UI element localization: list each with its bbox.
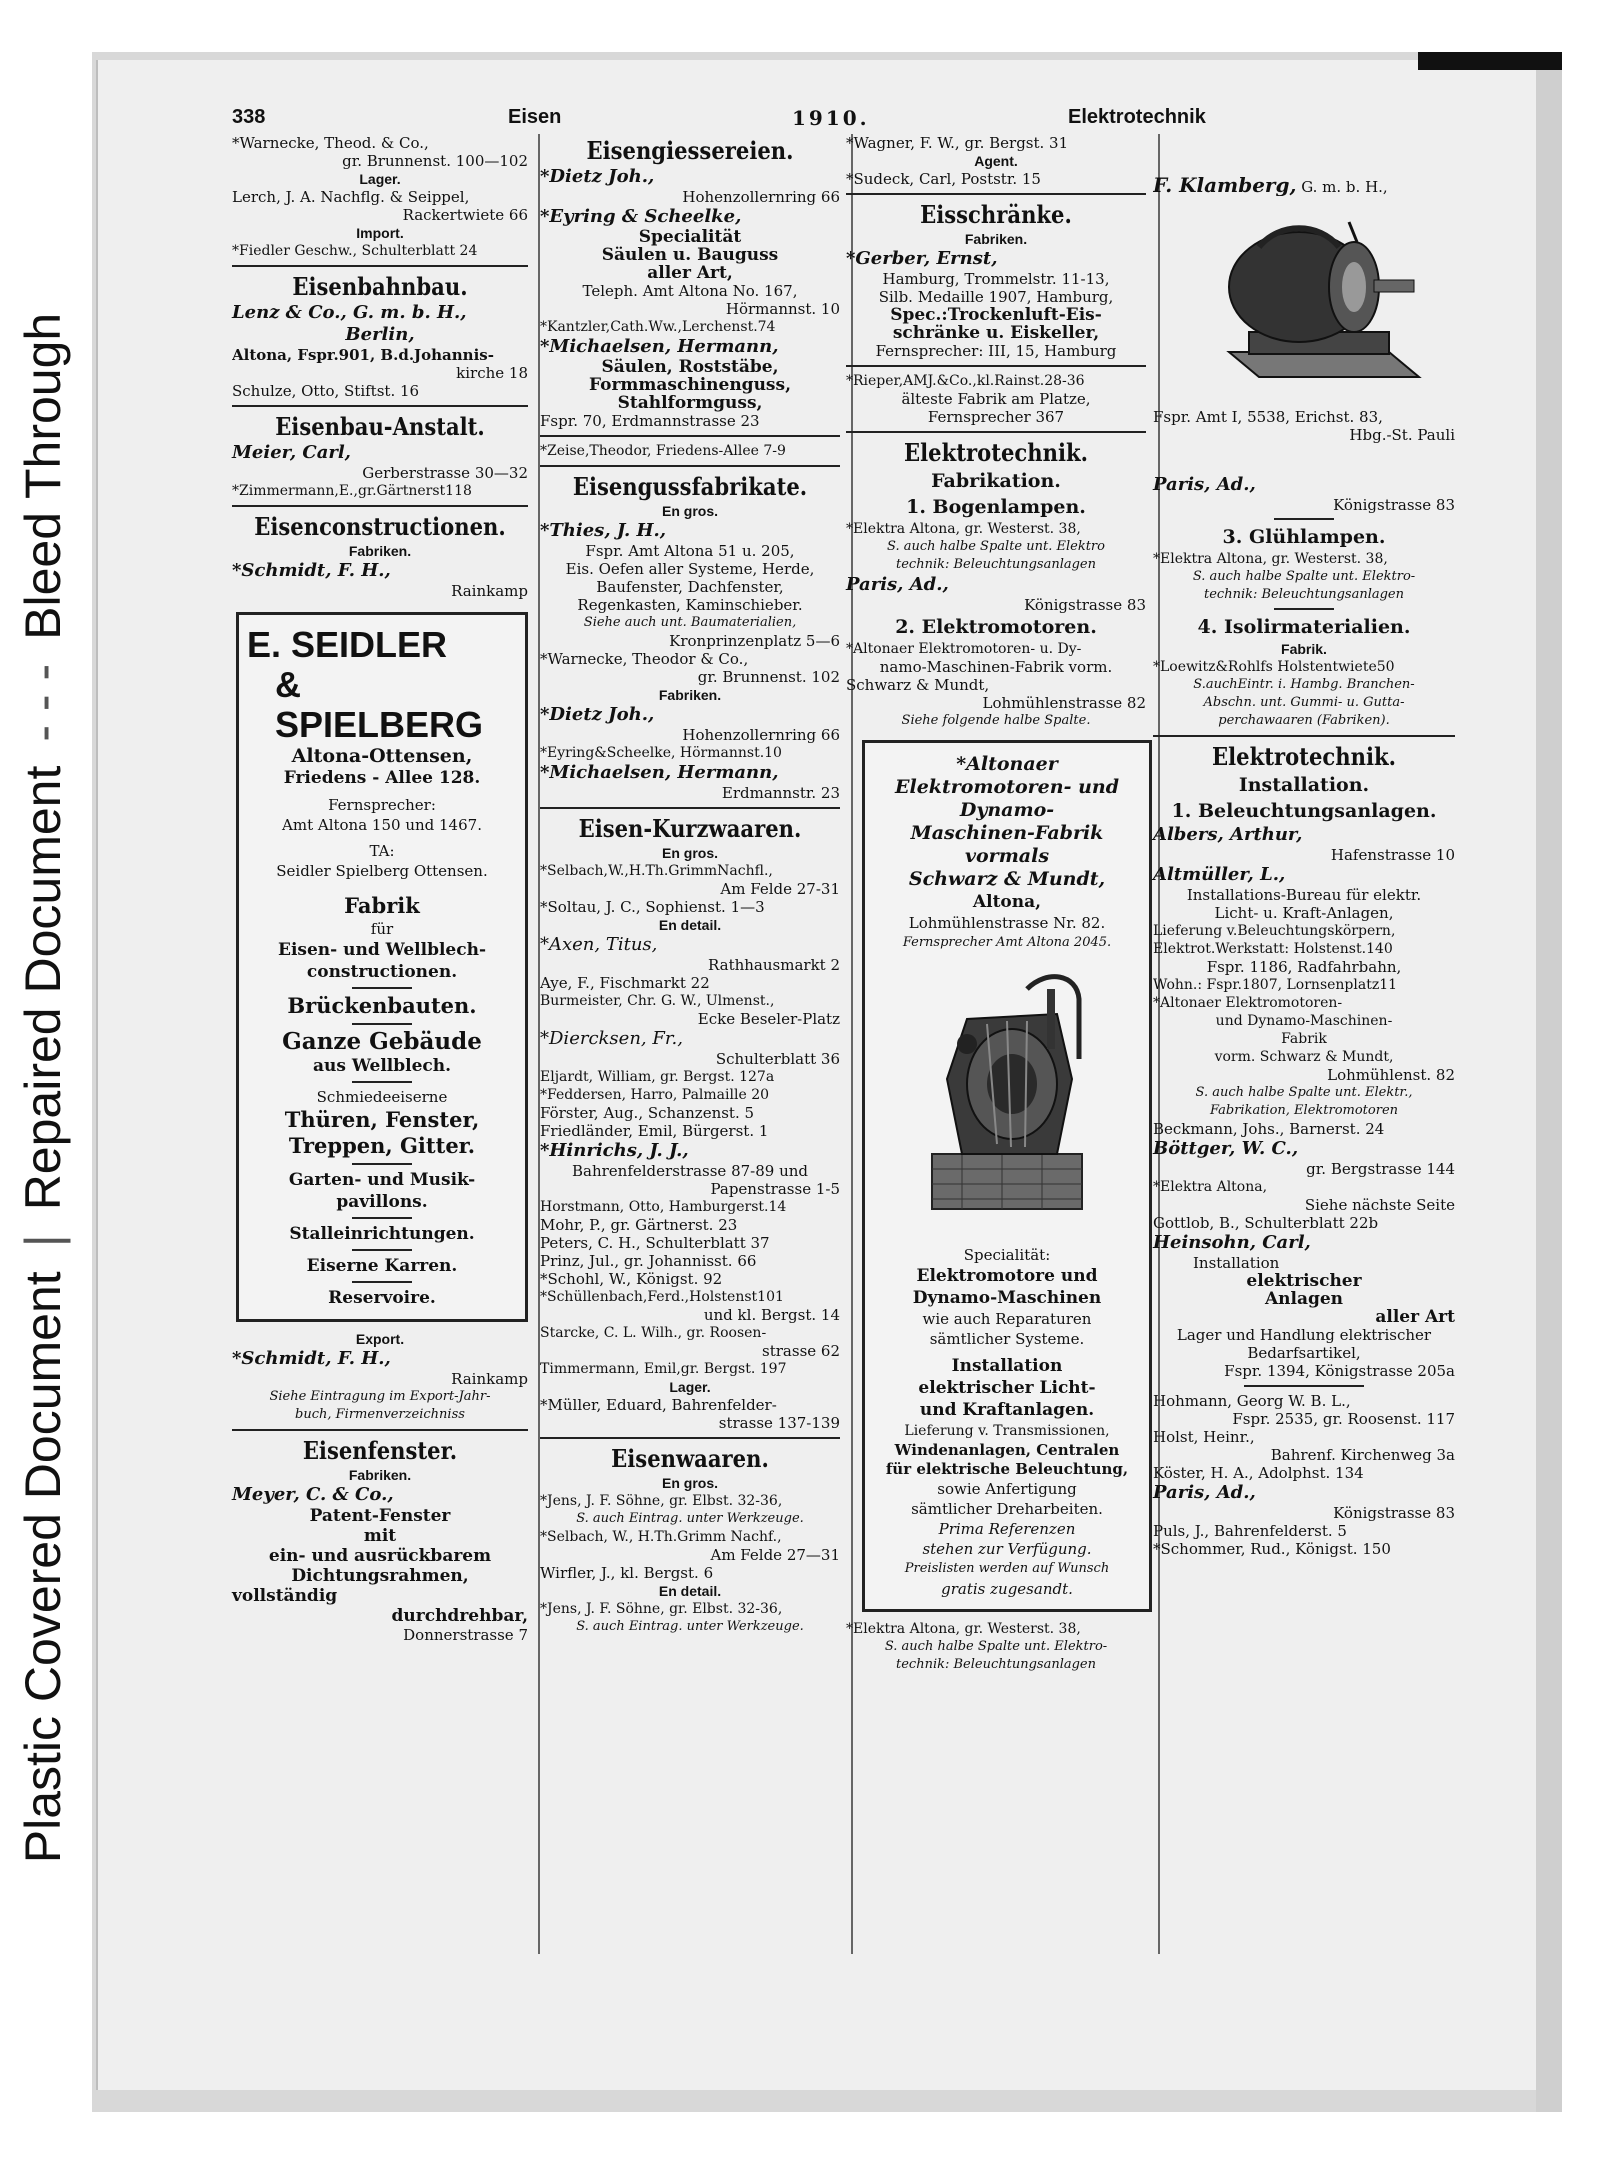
entry: Hamburg, Trommelstr. 11-13, <box>882 270 1110 288</box>
entry-firm: *Hinrichs, J. J., <box>540 1140 689 1161</box>
ad-title: & SPIELBERG <box>275 664 484 745</box>
entry: Ecke Beseler-Platz <box>697 1010 840 1028</box>
entry: *Müller, Eduard, Bahrenfelder- <box>540 1396 777 1414</box>
ad-line: und Kraftanlagen. <box>919 1400 1095 1420</box>
entry: Anlagen <box>1264 1289 1344 1309</box>
entry: Hbg.-St. Pauli <box>1349 426 1455 444</box>
entry: strasse 137-139 <box>718 1414 840 1432</box>
entry: *Warnecke, Theodor & Co., <box>540 650 749 668</box>
subsection-heading: Fabrikation. <box>931 470 1061 492</box>
ad-line: Lohmühlenstrasse Nr. 82. <box>908 914 1106 932</box>
entry-note: S. auch halbe Spalte unt. Elektro- <box>884 1639 1108 1654</box>
entry: *Zeise,Theodor, Friedens-Allee 7-9 <box>540 443 786 459</box>
ad-divider <box>352 987 412 989</box>
ad-line: Stalleinrichtungen. <box>289 1224 475 1244</box>
section-heading: Eisenbau-Anstalt. <box>275 412 485 441</box>
entry-firm: Berlin, <box>345 324 415 345</box>
entry: mit <box>363 1526 397 1546</box>
entry: Stahlformguss, <box>617 393 763 413</box>
entry: Holst, Heinr., <box>1153 1428 1255 1446</box>
entry: Fspr. 1394, Königstrasse 205a <box>1224 1362 1455 1380</box>
entry: Teleph. Amt Altona No. 167, <box>582 282 798 300</box>
entry-firm: Meier, Carl, <box>232 442 351 463</box>
entry: Fspr. Amt Altona 51 u. 205, <box>585 542 795 560</box>
entry: Säulen u. Bauguss <box>601 245 779 265</box>
subheading: En gros. <box>661 503 718 519</box>
section-heading: Elektrotechnik. <box>1212 742 1396 771</box>
entry-note: Fabrikation, Elektromotoren <box>1209 1103 1399 1118</box>
entry-firm: *Thies, J. H., <box>540 520 667 541</box>
subheading: En gros. <box>661 845 718 861</box>
ad-title: E. SEIDLER <box>247 624 448 665</box>
motor-illustration <box>1189 202 1439 402</box>
entry: *Loewitz&Rohlfs Holstentwiete50 <box>1153 659 1395 675</box>
header-right-word: Elektrotechnik <box>1068 106 1206 128</box>
entry: Am Felde 27-31 <box>720 880 840 898</box>
entry: durchdrehbar, <box>391 1606 528 1626</box>
page-number: 338 <box>232 106 266 128</box>
entry: Siehe nächste Seite <box>1304 1196 1455 1214</box>
entry: *Schüllenbach,Ferd.,Holstenst101 <box>540 1289 784 1305</box>
ad-line: sowie Anfertigung <box>937 1480 1077 1498</box>
scan-corner-bar <box>1418 52 1562 70</box>
entry: Fernsprecher 367 <box>927 408 1065 426</box>
entry: Peters, C. H., Schulterblatt 37 <box>540 1234 770 1252</box>
entry: Silb. Medaille 1907, Hamburg, <box>878 288 1114 306</box>
entry: Lohmühlenstrasse 82 <box>982 694 1146 712</box>
subsection-heading: 2. Elektromotoren. <box>895 616 1097 638</box>
entry: Formmaschinenguss, <box>588 375 791 395</box>
entry: Spec.:Trockenluft-Eis- <box>890 305 1102 325</box>
ad-line: Dynamo-Maschinen <box>912 1288 1102 1308</box>
divider <box>232 265 528 267</box>
section-heading: Eisengiessereien. <box>586 136 794 165</box>
entry-note: buch, Firmenverzeichniss <box>295 1407 465 1422</box>
ad-line: Thüren, Fenster, <box>284 1107 480 1132</box>
subheading: Lager. <box>669 1379 711 1395</box>
entry: Schulze, Otto, Stiftst. 16 <box>232 382 420 400</box>
ad-line: Treppen, Gitter. <box>288 1133 476 1158</box>
section-heading: Eisenwaaren. <box>611 1444 769 1473</box>
page-edge <box>1536 52 1562 2112</box>
entry: Köster, H. A., Adolphst. 134 <box>1153 1464 1364 1482</box>
entry-firm: Böttger, W. C., <box>1153 1138 1299 1159</box>
subheading: Import. <box>356 225 404 241</box>
entry: *Zimmermann,E.,gr.Gärtnerst118 <box>232 483 472 499</box>
ad-line: elektrischer Licht- <box>918 1378 1096 1398</box>
entry: strasse 62 <box>762 1342 840 1360</box>
divider <box>540 435 840 437</box>
entry: Friedländer, Emil, Bürgerst. 1 <box>540 1122 769 1140</box>
entry: Königstrasse 83 <box>1024 596 1146 614</box>
divider <box>540 807 840 809</box>
entry-firm: Altmüller, L., <box>1153 864 1286 885</box>
ad-divider <box>352 1217 412 1219</box>
entry: Altona, Fspr.901, B.d.Johannis- <box>232 346 494 364</box>
subheading: Fabriken. <box>658 687 722 703</box>
entry: Hörmannst. 10 <box>725 300 840 318</box>
entry-firm: Paris, Ad., <box>1153 1482 1256 1503</box>
entry: Schwarz & Mundt, <box>846 676 990 694</box>
section-heading: Eisengussfabrikate. <box>572 472 808 501</box>
entry: älteste Fabrik am Platze, <box>901 390 1091 408</box>
entry: Förster, Aug., Schanzenst. 5 <box>540 1104 755 1122</box>
entry: *Warnecke, Theod. & Co., <box>232 134 429 152</box>
entry: Erdmannstr. 23 <box>721 784 840 802</box>
scan-label-text: Plastic Covered Document|Repaired Document- - -Bleed Through <box>15 312 71 1864</box>
entry: kirche 18 <box>456 364 528 382</box>
entry: *Schommer, Rud., Königst. 150 <box>1153 1540 1391 1558</box>
subheading: Fabriken. <box>348 543 412 559</box>
ad-line: wie auch Reparaturen <box>922 1310 1092 1328</box>
entry-firm: *Eyring & Scheelke, <box>540 206 742 227</box>
subsection-heading: 4. Isolirmaterialien. <box>1197 616 1411 638</box>
entry: *Schohl, W., Königst. 92 <box>540 1270 723 1288</box>
divider <box>1274 608 1334 610</box>
entry-firm: *Schmidt, F. H., <box>232 1348 391 1369</box>
entry-note: perchawaaren (Fabriken). <box>1218 713 1390 728</box>
entry: Bedarfsartikel, <box>1247 1344 1361 1362</box>
entry: Fspr. 1186, Radfahrbahn, <box>1206 958 1402 976</box>
entry-note: S. auch halbe Spalte unt. Elektr., <box>1195 1085 1413 1100</box>
entry: vorm. Schwarz & Mundt, <box>1214 1049 1394 1065</box>
entry: Dichtungsrahmen, <box>291 1566 469 1586</box>
entry-firm: *Diercksen, Fr., <box>540 1028 683 1049</box>
entry: Hafenstrasse 10 <box>1330 846 1455 864</box>
entry: Fspr. 2535, gr. Roosenst. 117 <box>1232 1410 1455 1428</box>
ad-line: Fernsprecher Amt Altona 2045. <box>902 935 1112 950</box>
entry: und Dynamo-Maschinen- <box>1215 1013 1393 1029</box>
entry-firm: *Michaelsen, Hermann, <box>540 336 779 357</box>
ad-line: Fernsprecher: <box>328 796 436 814</box>
ad-divider <box>352 1163 412 1165</box>
entry: Säulen, Roststäbe, <box>601 357 779 377</box>
ad-line: vormals <box>964 845 1050 867</box>
entry: Aye, F., Fischmarkt 22 <box>540 974 710 992</box>
entry: *Kantzler,Cath.Ww.,Lerchenst.74 <box>540 319 776 335</box>
entry: Bahrenf. Kirchenweg 3a <box>1270 1446 1455 1464</box>
entry-suffix: G. m. b. H., <box>1296 178 1388 196</box>
ad-line: Altona, <box>972 892 1042 912</box>
entry: schränke u. Eiskeller, <box>892 323 1100 343</box>
entry: Fspr. Amt I, 5538, Erichst. 83, <box>1153 408 1383 426</box>
entry <box>1153 174 1455 196</box>
entry-firm: Paris, Ad., <box>1153 474 1256 495</box>
entry: *Elektra Altona, gr. Westerst. 38, <box>1153 551 1388 567</box>
subsection-heading: Installation. <box>1238 774 1370 796</box>
entry: *Feddersen, Harro, Palmaille 20 <box>540 1087 770 1103</box>
entry: vollständig <box>232 1586 338 1606</box>
ad-line: aus Wellblech. <box>312 1056 452 1076</box>
entry: Fspr. 70, Erdmannstrasse 23 <box>540 412 760 430</box>
ad-line: Maschinen-Fabrik <box>910 822 1104 844</box>
entry: *Wagner, F. W., gr. Bergst. 31 <box>846 134 1069 152</box>
entry-firm: Lenz & Co., G. m. b. H., <box>232 302 467 323</box>
ad-line: TA: <box>369 842 395 860</box>
page-header <box>232 102 1206 134</box>
subheading: En gros. <box>661 1475 718 1491</box>
ad-line: gratis zugesandt. <box>941 1580 1073 1598</box>
entry: Hohmann, Georg W. B. L., <box>1153 1392 1351 1410</box>
entry-firm: F. Klamberg, <box>1153 174 1297 196</box>
section-heading: Elektrotechnik. <box>904 438 1088 467</box>
entry: *Jens, J. F. Söhne, gr. Elbst. 32-36, <box>540 1601 783 1617</box>
ad-line: Specialität: <box>963 1246 1051 1264</box>
entry: Donnerstrasse 7 <box>403 1626 528 1644</box>
ad-line: sämtlicher Dreharbeiten. <box>911 1500 1103 1518</box>
column-1 <box>232 134 528 1644</box>
entry: Lager und Handlung elektrischer <box>1176 1326 1432 1344</box>
section-heading: Eisenbahnbau. <box>292 272 468 301</box>
entry: Licht- u. Kraft-Anlagen, <box>1214 904 1394 922</box>
entry-firm: *Michaelsen, Hermann, <box>540 762 779 783</box>
entry: Elektrot.Werkstatt: Holstenst.140 <box>1153 941 1393 957</box>
entry: gr. Brunnenst. 102 <box>697 668 840 686</box>
entry: Burmeister, Chr. G. W., Ulmenst., <box>540 993 775 1009</box>
entry: *Elektra Altona, <box>1153 1179 1268 1195</box>
entry-firm: Meyer, C. & Co., <box>232 1484 394 1505</box>
label-repaired: Repaired Document <box>15 765 71 1211</box>
ad-line: Elektromotoren- und <box>895 776 1119 798</box>
entry: Gottlob, B., Schulterblatt 22b <box>1153 1214 1379 1232</box>
entry-note: technik: Beleuchtungsanlagen <box>896 557 1096 572</box>
entry: Kronprinzenplatz 5—6 <box>669 632 840 650</box>
entry: Timmermann, Emil,gr. Bergst. 197 <box>540 1361 787 1377</box>
section-heading: Eisschränke. <box>920 200 1072 229</box>
divider <box>232 405 528 407</box>
entry: Installation <box>1193 1254 1280 1272</box>
divider <box>232 505 528 507</box>
ad-line: Altona-Ottensen, <box>291 745 473 767</box>
section-heading: Eisenconstructionen. <box>254 512 506 541</box>
subsection-heading: 1. Bogenlampen. <box>906 496 1086 518</box>
divider <box>846 431 1146 433</box>
entry-note: Abschn. unt. Gummi- u. Gutta- <box>1203 695 1405 710</box>
entry-firm: Paris, Ad., <box>846 574 949 595</box>
ad-line: Installation <box>951 1356 1063 1376</box>
entry: Prinz, Jul., gr. Johannisst. 66 <box>540 1252 757 1270</box>
entry: Eljardt, William, gr. Bergst. 127a <box>540 1069 775 1085</box>
entry: Bahrenfelderstrasse 87-89 und <box>571 1162 809 1180</box>
entry: *Selbach, W., H.Th.Grimm Nachf., <box>540 1529 782 1545</box>
entry-firm: Heinsohn, Carl, <box>1153 1232 1311 1253</box>
entry-note: technik: Beleuchtungsanlagen <box>896 1657 1096 1672</box>
ad-line: Brückenbauten. <box>287 993 477 1018</box>
subheading: Agent. <box>974 153 1018 169</box>
ad-line: Fabrik <box>344 893 420 918</box>
entry: *Fiedler Geschw., Schulterblatt 24 <box>232 243 478 259</box>
ad-line: Friedens - Allee 128. <box>283 768 481 788</box>
entry: Fabrik <box>1281 1031 1327 1047</box>
entry: Königstrasse 83 <box>1333 1504 1455 1522</box>
ad-line: Eisen- und Wellblech- <box>277 940 487 960</box>
ad-line: Dynamo- <box>959 799 1055 821</box>
entry-note: Siehe Eintragung im Export-Jahr- <box>269 1389 491 1404</box>
ad-line: pavillons. <box>336 1192 428 1212</box>
entry: Fernsprecher: III, 15, Hamburg <box>875 342 1117 360</box>
entry: Eis. Oefen aller Systeme, Herde, <box>565 560 815 578</box>
ad-line: Schwarz & Mundt, <box>908 868 1106 890</box>
entry: *Altonaer Elektromotoren- u. Dy- <box>846 641 1082 657</box>
subheading: Fabriken. <box>964 231 1028 247</box>
entry: Gerberstrasse 30—32 <box>362 464 528 482</box>
entry: Installations-Bureau für elektr. <box>1186 886 1422 904</box>
entry: Rackertwiete 66 <box>402 206 528 224</box>
ad-line: Seidler Spielberg Ottensen. <box>276 862 488 880</box>
column-4 <box>1153 134 1455 1558</box>
column-2 <box>540 134 840 1636</box>
divider <box>540 1437 840 1439</box>
subheading: Fabriken. <box>348 1467 412 1483</box>
entry: Lerch, J. A. Nachflg. & Seippel, <box>232 188 470 206</box>
entry-note: Siehe folgende halbe Spalte. <box>901 713 1091 728</box>
divider <box>846 193 1146 195</box>
subheading: Export. <box>355 1331 405 1347</box>
entry-firm: Albers, Arthur, <box>1153 824 1303 845</box>
entry: Königstrasse 83 <box>1333 496 1455 514</box>
label-plastic-covered: Plastic Covered Document <box>15 1271 71 1864</box>
entry: Rainkamp <box>451 1370 528 1388</box>
ad-line: Reservoire. <box>328 1288 436 1308</box>
ad-line: stehen zur Verfügung. <box>922 1540 1092 1558</box>
entry: *Soltau, J. C., Sophienst. 1—3 <box>540 898 765 916</box>
entry-note: S.auchEintr. i. Hambg. Branchen- <box>1193 677 1415 692</box>
entry-note: S. auch halbe Spalte unt. Elektro <box>887 539 1105 554</box>
entry: Am Felde 27—31 <box>710 1546 840 1564</box>
entry: Specialität <box>638 227 742 247</box>
ad-line: sämtlicher Systeme. <box>929 1330 1085 1348</box>
entry: elektrischer <box>1246 1271 1362 1291</box>
divider <box>540 465 840 467</box>
entry: *Jens, J. F. Söhne, gr. Elbst. 32-36, <box>540 1493 783 1509</box>
entry-firm: *Dietz Joh., <box>540 704 655 725</box>
ad-line: Elektromotore und <box>916 1266 1098 1286</box>
entry: ein- und ausrückbarem <box>268 1546 492 1566</box>
entry: Papenstrasse 1-5 <box>710 1180 840 1198</box>
entry: und kl. Bergst. 14 <box>703 1306 840 1324</box>
entry-firm: *Dietz Joh., <box>540 166 655 187</box>
entry-firm: *Axen, Titus, <box>540 934 658 955</box>
header-left-word: Eisen <box>508 106 562 128</box>
entry: *Selbach,W.,H.Th.GrimmNachfl., <box>540 863 773 879</box>
subheading: En detail. <box>658 1583 722 1599</box>
divider <box>1244 1385 1364 1387</box>
ad-line: Schmiedeeiserne <box>316 1088 448 1106</box>
entry: Patent-Fenster <box>309 1506 451 1526</box>
dynamo-machine-illustration <box>907 959 1107 1239</box>
entry: Lohmühlenst. 82 <box>1327 1066 1455 1084</box>
divider <box>232 1429 528 1431</box>
entry: namo-Maschinen-Fabrik vorm. <box>879 658 1113 676</box>
scan-label-sidebar <box>0 0 86 2177</box>
ad-divider <box>352 1023 412 1025</box>
entry: *Sudeck, Carl, Poststr. 15 <box>846 170 1041 188</box>
subsection-heading: 1. Beleuchtungsanlagen. <box>1171 800 1437 822</box>
label-bleed-through: Bleed Through <box>15 312 71 640</box>
ad-line: für <box>370 920 394 938</box>
entry: Rainkamp <box>451 582 528 600</box>
advertisement-seidler <box>236 612 528 1322</box>
entry: gr. Brunnenst. 100—102 <box>342 152 528 170</box>
entry: *Altonaer Elektromotoren- <box>1153 995 1343 1011</box>
entry: Horstmann, Otto, Hamburgerst.14 <box>540 1199 787 1215</box>
ad-line: Amt Altona 150 und 1467. <box>282 816 482 834</box>
section-heading: Eisenfenster. <box>302 1436 458 1465</box>
divider <box>1274 518 1334 520</box>
entry-note: S. auch Eintrag. unter Werkzeuge. <box>576 1619 804 1634</box>
entry-note: S. auch Eintrag. unter Werkzeuge. <box>576 1511 804 1526</box>
entry: gr. Bergstrasse 144 <box>1306 1160 1455 1178</box>
ad-divider <box>352 1249 412 1251</box>
ad-line: Eiserne Karren. <box>306 1256 458 1276</box>
ad-line: Prima Referenzen <box>938 1520 1076 1538</box>
section-heading: Eisen-Kurzwaaren. <box>578 814 802 843</box>
entry: aller Art, <box>647 263 733 283</box>
entry: Regenkasten, Kaminschieber. <box>577 596 803 614</box>
entry: *Rieper,AMJ.&Co.,kl.Rainst.28-36 <box>846 373 1085 389</box>
entry: Wirfler, J., kl. Bergst. 6 <box>540 1564 714 1582</box>
divider <box>1153 735 1455 737</box>
ad-line: Lieferung v. Transmissionen, <box>904 1423 1110 1439</box>
divider <box>846 365 1146 367</box>
entry: Rathhausmarkt 2 <box>708 956 840 974</box>
entry: Baufenster, Dachfenster, <box>596 578 784 596</box>
entry: Puls, J., Bahrenfelderst. 5 <box>1153 1522 1347 1540</box>
entry: Hohenzollernring 66 <box>682 726 840 744</box>
header-year: 1910. <box>792 106 870 130</box>
entry: aller Art <box>1375 1307 1455 1327</box>
entry-note: Siehe auch unt. Baumaterialien, <box>583 615 797 630</box>
ad-line: constructionen. <box>306 962 458 982</box>
ad-line: für elektrische Beleuchtung, <box>885 1460 1129 1478</box>
entry-firm: *Schmidt, F. H., <box>232 560 391 581</box>
ad-line: Ganze Gebäude <box>282 1028 482 1055</box>
entry: *Elektra Altona, gr. Westerst. 38, <box>846 1621 1081 1637</box>
entry: *Eyring&Scheelke, Hörmannst.10 <box>540 745 782 761</box>
entry: Wohn.: Fspr.1807, Lornsenplatz11 <box>1153 977 1398 993</box>
ad-line: Windenanlagen, Centralen <box>894 1441 1120 1459</box>
ad-divider <box>352 1281 412 1283</box>
entry: Starcke, C. L. Wilh., gr. Roosen- <box>540 1325 767 1341</box>
ad-line: Garten- und Musik- <box>288 1170 476 1190</box>
entry-firm: *Gerber, Ernst, <box>846 248 998 269</box>
entry-note: technik: Beleuchtungsanlagen <box>1204 587 1404 602</box>
ad-line: *Altonaer <box>956 753 1058 775</box>
entry: Schulterblatt 36 <box>715 1050 840 1068</box>
entry: *Elektra Altona, gr. Westerst. 38, <box>846 521 1081 537</box>
subheading: En detail. <box>658 917 722 933</box>
ad-divider <box>352 1081 412 1083</box>
entry: Lieferung v.Beleuchtungskörpern, <box>1153 923 1396 939</box>
entry-note: S. auch halbe Spalte unt. Elektro- <box>1192 569 1416 584</box>
entry: Mohr, P., gr. Gärtnerst. 23 <box>540 1216 738 1234</box>
advertisement-altonaer <box>862 740 1152 1612</box>
column-3 <box>846 134 1146 1674</box>
ad-line: Preislisten werden auf Wunsch <box>904 1561 1110 1576</box>
subsection-heading: 3. Glühlampen. <box>1222 526 1386 548</box>
subheading: Fabrik. <box>1281 641 1327 657</box>
subheading: Lager. <box>359 171 401 187</box>
entry: Hohenzollernring 66 <box>682 188 840 206</box>
entry: Beckmann, Johs., Barnerst. 24 <box>1153 1120 1385 1138</box>
